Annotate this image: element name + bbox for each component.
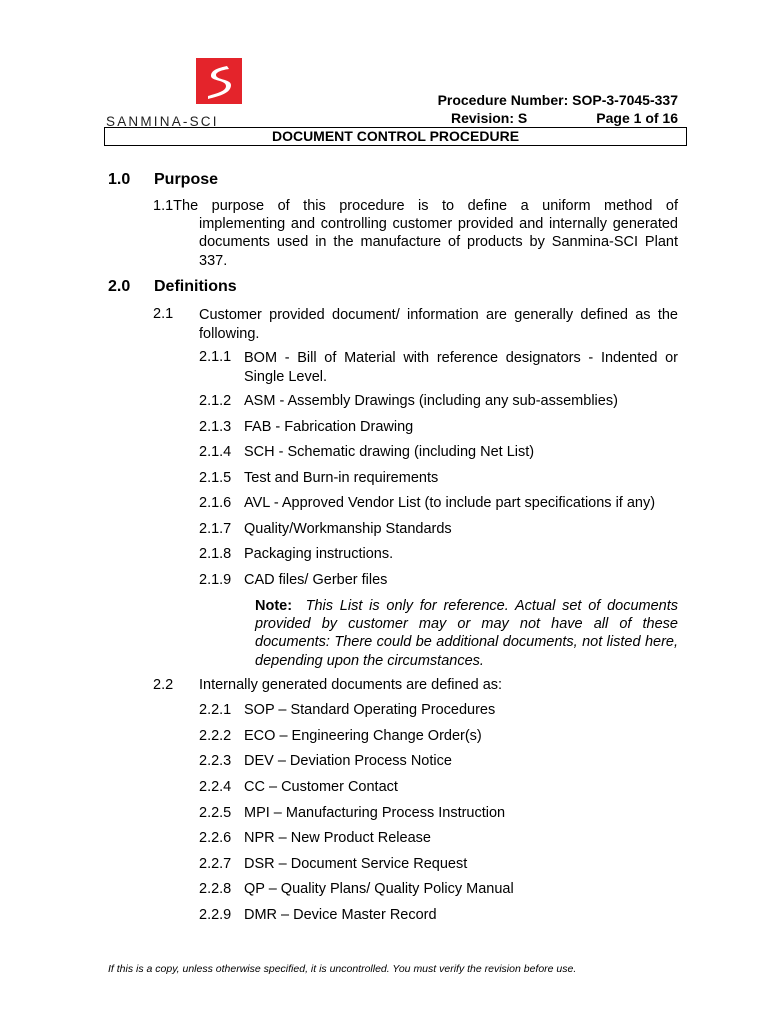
item-number: 2.1.3 <box>199 419 232 435</box>
paragraph-text: implementing and controlling customer provided and internally generated documents used in the manufacture of products by Sanmina-SCI Plant 337. <box>199 216 678 269</box>
logo-mark <box>196 58 242 104</box>
paragraph-number: 1.1 <box>153 198 174 214</box>
page-number: Page 1 of 16 <box>596 110 678 126</box>
list-item: QP – Quality Plans/ Quality Policy Manual <box>244 881 514 897</box>
list-item: MPI – Manufacturing Process Instruction <box>244 805 506 821</box>
revision: Revision: S <box>451 110 528 126</box>
paragraph-1-1 <box>153 197 678 270</box>
section-number: 2.0 <box>108 278 131 295</box>
list-item: ASM - Assembly Drawings (including any sub-assemblies) <box>244 393 618 409</box>
company-logo <box>104 56 254 132</box>
list-item: FAB - Fabrication Drawing <box>244 419 414 435</box>
list-item: AVL - Approved Vendor List (to include part specifications if any) <box>244 495 656 511</box>
list-item: SOP – Standard Operating Procedures <box>244 702 496 718</box>
item-number: 2.2 <box>153 677 174 693</box>
item-number: 2.2.5 <box>199 805 232 821</box>
list-item: CC – Customer Contact <box>244 779 398 795</box>
item-text: Customer provided document/ information are generally defined as the following. <box>199 307 678 342</box>
section-title-definitions: Definitions <box>154 278 237 295</box>
list-item: CAD files/ Gerber files <box>244 572 388 588</box>
item-number: 2.1.4 <box>199 444 232 460</box>
item-number: 2.2.6 <box>199 830 232 846</box>
list-item: Packaging instructions. <box>244 546 394 562</box>
footer-disclaimer: If this is a copy, unless otherwise specified, it is uncontrolled. You must verify the revision before use. <box>108 963 577 975</box>
item-number: 2.1.7 <box>199 521 232 537</box>
paragraph-first-line: The purpose of this procedure is to define a uniform method of <box>173 198 678 214</box>
item-number: 2.2.9 <box>199 907 232 923</box>
list-item: SCH - Schematic drawing (including Net List) <box>244 444 535 460</box>
item-number: 2.1.9 <box>199 572 232 588</box>
list-item: NPR – New Product Release <box>244 830 431 846</box>
section-number: 1.0 <box>108 171 131 188</box>
list-item: Quality/Workmanship Standards <box>244 521 452 537</box>
list-item: DMR – Device Master Record <box>244 907 437 923</box>
item-number: 2.1.6 <box>199 495 232 511</box>
list-item: Test and Burn-in requirements <box>244 470 439 486</box>
section-title-purpose: Purpose <box>154 171 219 188</box>
item-number: 2.2.8 <box>199 881 232 897</box>
list-item: ECO – Engineering Change Order(s) <box>244 728 482 744</box>
item-number: 2.2.7 <box>199 856 232 872</box>
company-name: SANMINA-SCI <box>106 114 219 129</box>
list-item: DEV – Deviation Process Notice <box>244 753 452 769</box>
list-item: BOM - Bill of Material with reference designators - Indented or Single Level. <box>244 350 678 385</box>
item-number: 2.2.3 <box>199 753 232 769</box>
document-title: DOCUMENT CONTROL PROCEDURE <box>104 127 687 146</box>
item-number: 2.1.2 <box>199 393 232 409</box>
item-number: 2.2.1 <box>199 702 232 718</box>
item-number: 2.1.1 <box>199 349 232 365</box>
list-item: DSR – Document Service Request <box>244 856 468 872</box>
procedure-number: Procedure Number: SOP-3-7045-337 <box>437 92 678 108</box>
item-number: 2.1.8 <box>199 546 232 562</box>
item-number: 2.2.4 <box>199 779 232 795</box>
note-label: Note: <box>255 598 293 614</box>
note-block <box>255 597 678 670</box>
item-number: 2.1 <box>153 306 174 322</box>
item-number: 2.2.2 <box>199 728 232 744</box>
note-text: This List is only for reference. Actual set of documents provided by customer may or may not have all of these documents: There could be additional documents, not listed here, depending upon the circumstances. <box>255 598 678 669</box>
item-number: 2.1.5 <box>199 470 232 486</box>
item-text: Internally generated documents are defined as: <box>199 677 503 693</box>
